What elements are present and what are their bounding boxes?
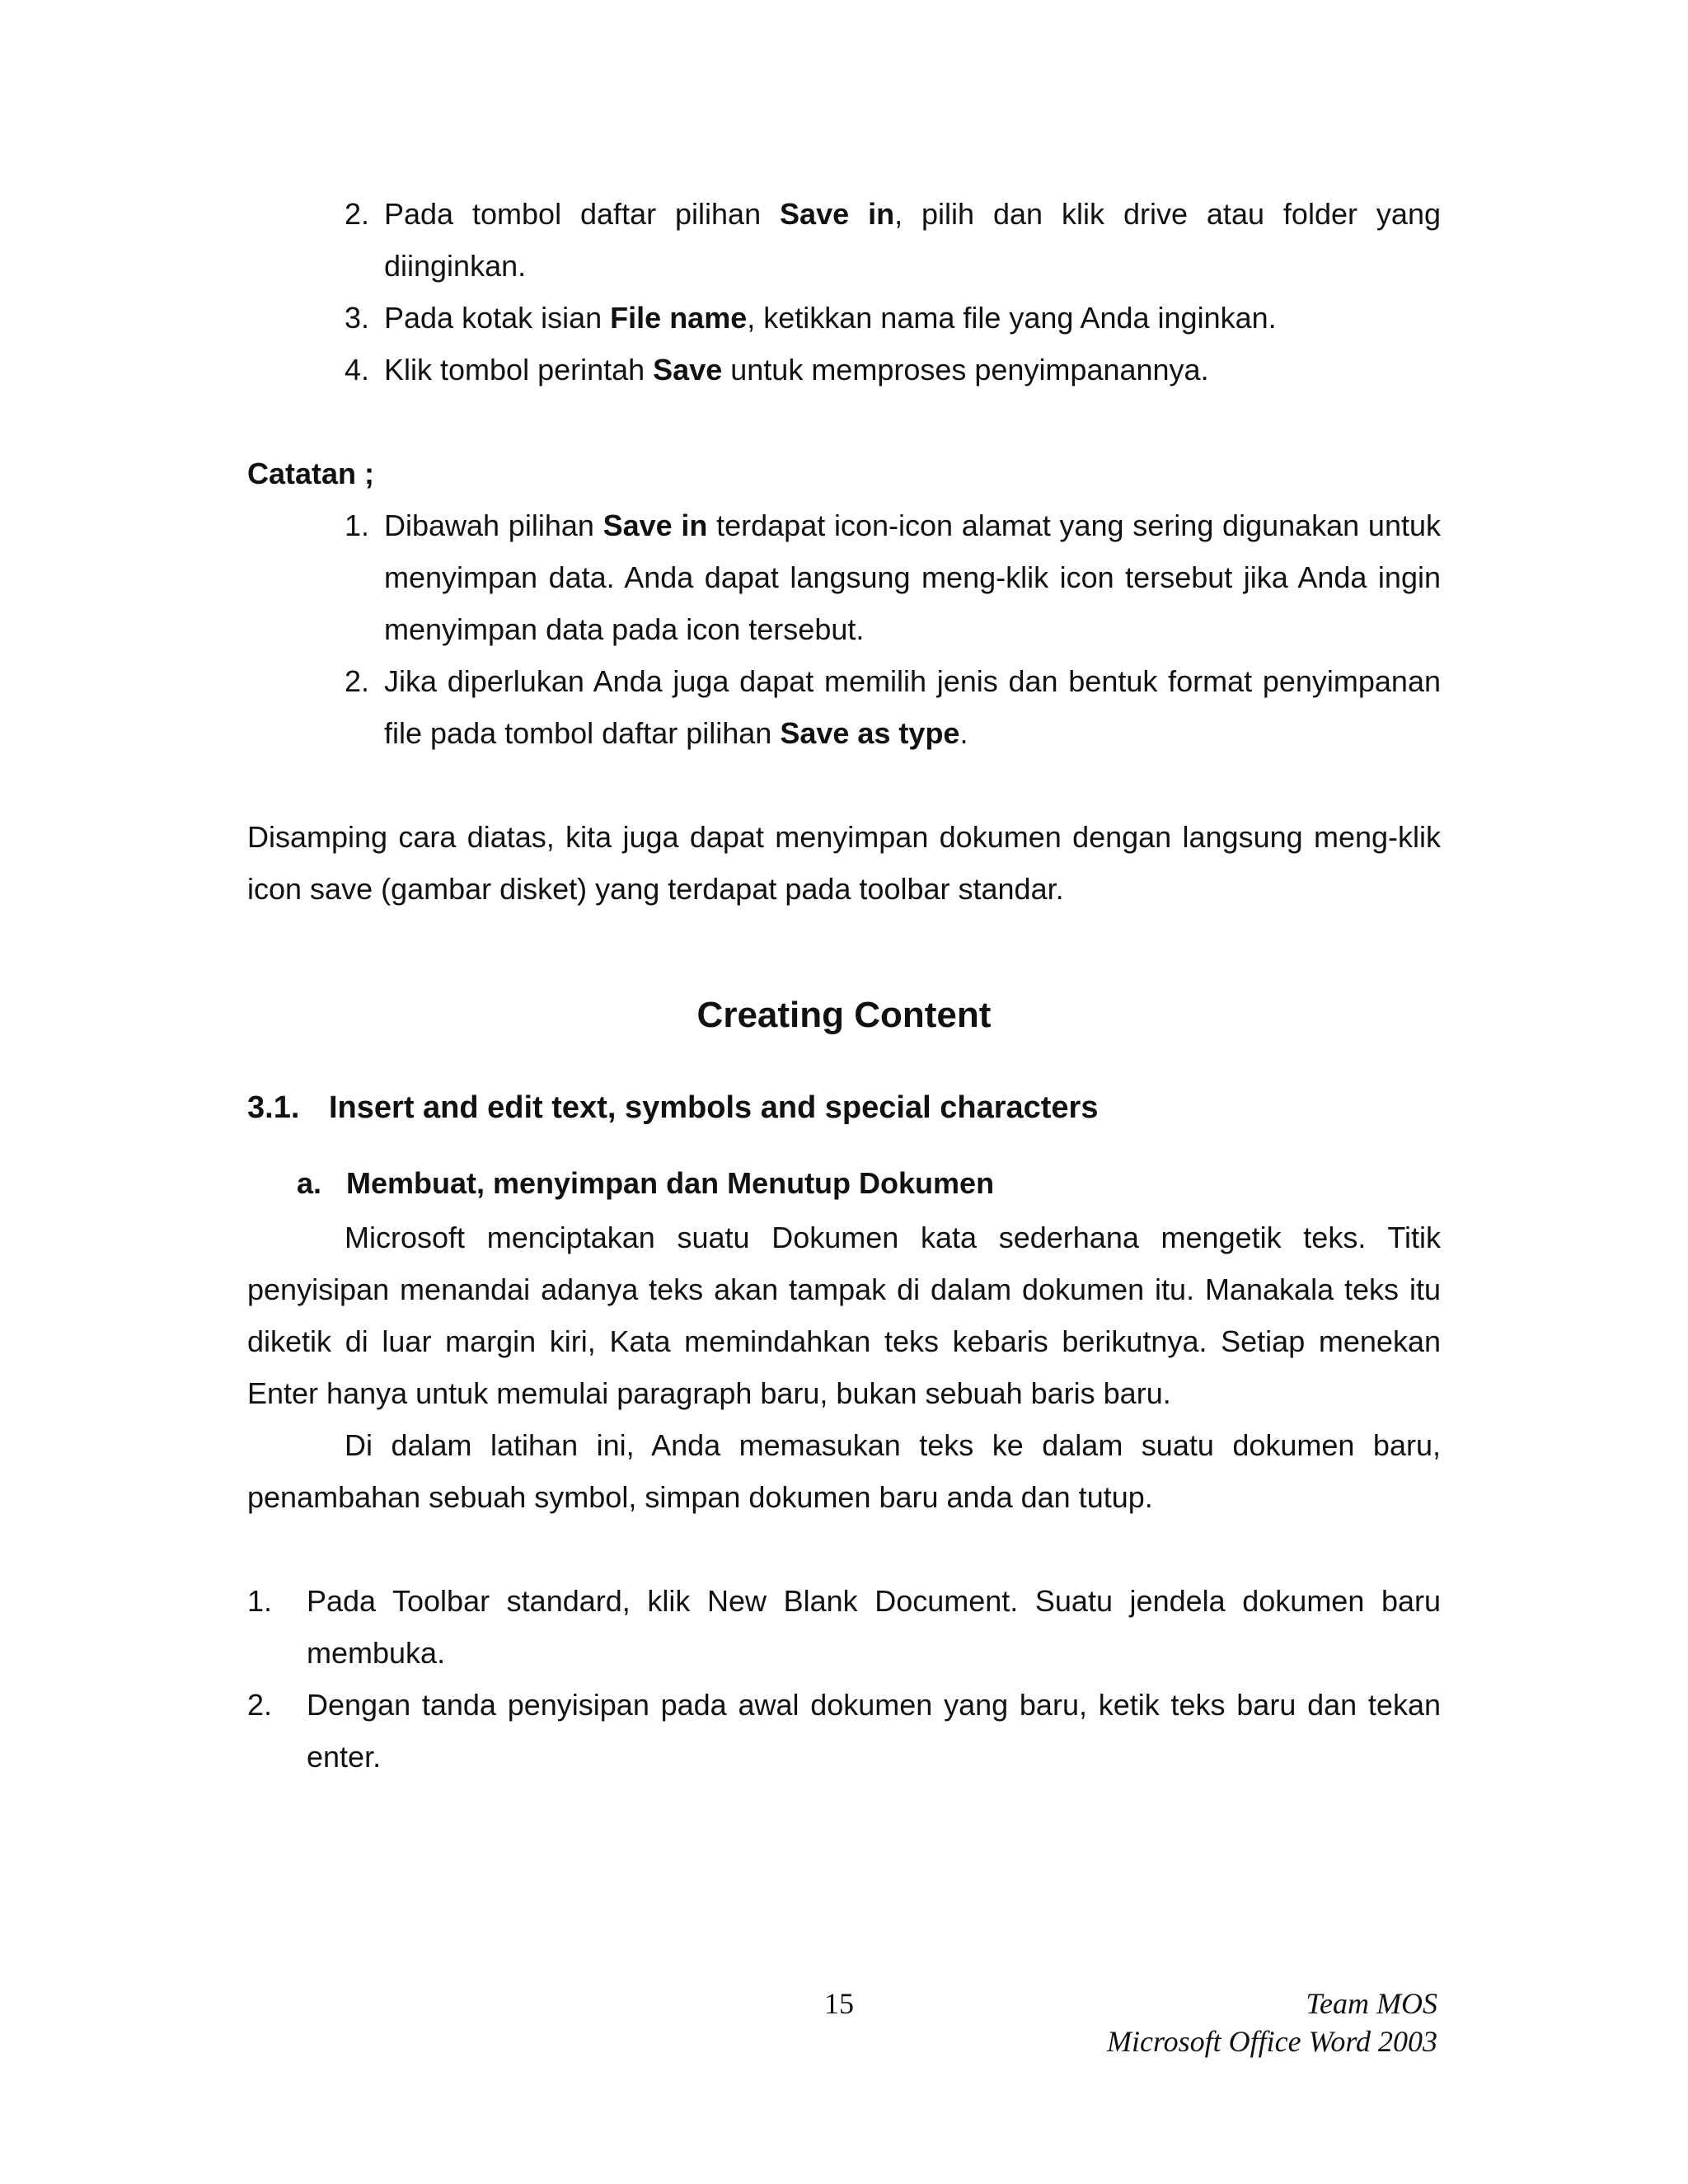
save-steps-list — [323, 188, 1441, 396]
blank-line — [247, 1523, 1441, 1575]
disamping-paragraph: Disamping cara diatas, kita juga dapat menyimpan dokumen dengan langsung meng-klik icon save (gambar disket) yang terdapat pada toolbar standar. — [247, 820, 1441, 906]
text-run: Pada tombol daftar pilihan — [384, 197, 781, 231]
footer-credit — [1107, 1985, 1437, 2060]
bold-term: Save in — [603, 509, 708, 542]
bold-term: Save as type — [780, 716, 960, 750]
list-text — [384, 655, 1441, 759]
text-run: Klik tombol perintah — [384, 353, 654, 387]
list-number: 2. — [344, 664, 369, 698]
text-run: Dibawah pilihan — [384, 509, 603, 542]
body-paragraph: Di dalam latihan ini, Anda memasukan teks ke dalam suatu dokumen baru, penambahan sebuah symbol, simpan dokumen baru anda dan tutup. — [247, 1428, 1441, 1514]
list-text — [384, 499, 1441, 655]
text-run: Pada kotak isian — [384, 301, 611, 335]
section-title: Insert and edit text, symbols and special characters — [329, 1090, 1099, 1125]
bold-term: Save — [653, 353, 723, 387]
list-number: 1. — [344, 509, 369, 542]
subsection-heading — [297, 1160, 1441, 1207]
text-run: terdapat icon-icon alamat yang sering digunakan untuk menyimpan data. Anda dapat langsung meng-klik icon tersebut jika Anda ingin menyimpan data pada icon tersebut. — [384, 509, 1441, 646]
text-run: untuk memproses penyimpanannya. — [722, 353, 1209, 387]
text-run: , pilih dan klik drive atau folder yang diinginkan. — [384, 197, 1441, 283]
list-number: 3. — [344, 301, 369, 335]
list-number: 4. — [344, 353, 369, 387]
list-item — [247, 1575, 1441, 1679]
text-run: , ketikkan nama file yang Anda inginkan. — [747, 301, 1277, 335]
exercise-steps-list — [247, 1575, 1441, 1783]
list-number: 2. — [344, 197, 369, 231]
blank-line — [247, 759, 1441, 811]
page-number: 15 — [824, 1987, 854, 2020]
list-text: Pada Toolbar standard, klik New Blank Document. Suatu jendela dokumen baru membuka. — [307, 1584, 1441, 1670]
list-item — [323, 655, 1441, 759]
footer-product: Microsoft Office Word 2003 — [1107, 2025, 1437, 2058]
list-text — [384, 188, 1441, 292]
subsection-number: a. — [297, 1166, 322, 1200]
page-content — [247, 188, 1441, 1783]
list-text: Dengan tanda penyisipan pada awal dokumen yang baru, ketik teks baru dan tekan enter. — [307, 1688, 1441, 1774]
list-item — [323, 292, 1441, 344]
catatan-heading: Catatan ; — [247, 457, 375, 490]
section-heading — [247, 1085, 1441, 1131]
list-item — [323, 499, 1441, 655]
subsection-title: Membuat, menyimpan dan Menutup Dokumen — [346, 1166, 995, 1200]
footer-team: Team MOS — [1306, 1987, 1437, 2020]
body-paragraph: Microsoft menciptakan suatu Dokumen kata sederhana mengetik teks. Titik penyisipan menandai adanya teks akan tampak di dalam dokumen itu. Manakala teks itu diketik di luar margin kiri, Kata memindahkan teks kebaris berikutnya. Setiap menekan Enter hanya untuk memulai paragraph baru, bukan sebuah baris baru. — [247, 1221, 1441, 1410]
blank-line — [247, 396, 1441, 448]
list-text — [384, 344, 1441, 396]
bold-term: Save in — [780, 197, 895, 231]
bold-term: File name — [610, 301, 748, 335]
list-item — [323, 188, 1441, 292]
chapter-title: Creating Content — [696, 995, 992, 1035]
list-number: 1. — [247, 1584, 273, 1618]
catatan-list — [323, 499, 1441, 759]
list-number: 2. — [247, 1688, 273, 1722]
section-number: 3.1. — [247, 1090, 300, 1125]
list-item — [323, 344, 1441, 396]
list-item — [247, 1679, 1441, 1783]
text-run: . — [959, 716, 968, 750]
text-run: Jika diperlukan Anda juga dapat memilih jenis dan bentuk format penyimpanan file pada tombol daftar pilihan — [384, 664, 1441, 750]
list-text — [384, 292, 1441, 344]
